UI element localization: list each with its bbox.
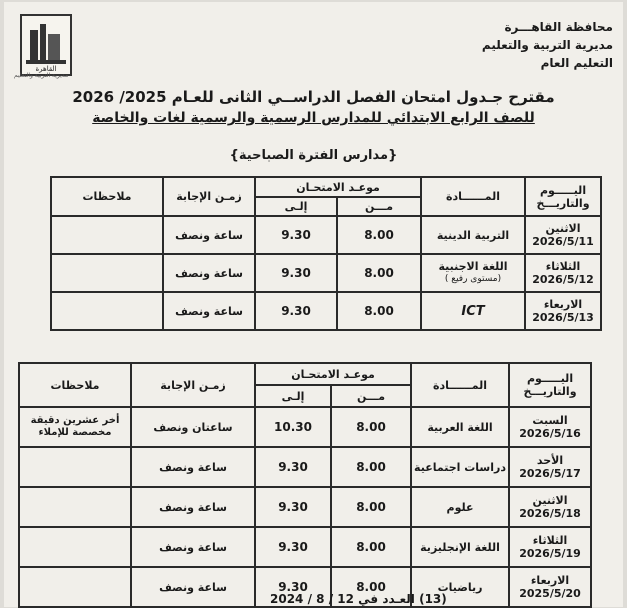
header-subject: المــــــادة (421, 177, 525, 216)
exam-notes (51, 292, 163, 330)
exam-subject: ICT (421, 292, 525, 330)
exam-from: 8.00 (331, 567, 411, 607)
exam-from: 8.00 (337, 254, 421, 292)
exam-duration: ساعة ونصف (131, 527, 255, 567)
header-to: إلـى (255, 197, 337, 216)
header-duration: زمـن الإجابة (131, 363, 255, 407)
exam-to: 9.30 (255, 527, 331, 567)
exam-day: الاثنين (545, 222, 581, 235)
exam-date: 2026/5/19 (519, 547, 581, 560)
exam-from: 8.00 (331, 447, 411, 487)
footer-reference: (13) العـدد في 12 / 8 / 2024 (270, 592, 447, 606)
exam-from: 8.00 (331, 487, 411, 527)
header-day-date: اليـــــوم والتاريـــخ (525, 177, 601, 216)
exam-day: الاربعاء (543, 298, 583, 311)
exam-to: 9.30 (255, 447, 331, 487)
morning-exam-table-2 (18, 362, 592, 608)
exam-from: 8.00 (331, 407, 411, 447)
exam-duration: ساعة ونصف (131, 447, 255, 487)
exam-from: 8.00 (331, 527, 411, 567)
logo-text: القاهرة (35, 65, 57, 73)
exam-from: 8.00 (337, 216, 421, 254)
exam-date: 2026/5/11 (532, 235, 594, 248)
exam-date: 2025/5/20 (519, 587, 581, 600)
exam-subject: دراسات اجتماعية (411, 447, 509, 487)
exam-subject: اللغة العربية (411, 407, 509, 447)
header-notes: ملاحظات (51, 177, 163, 216)
exam-subject: التربية الدينية (421, 216, 525, 254)
department-label: التعليم العام (540, 56, 613, 70)
exam-date: 2026/5/16 (519, 427, 581, 440)
exam-day: الثلاثاء (545, 260, 581, 273)
exam-notes (19, 527, 131, 567)
header-to: إلـى (255, 385, 331, 407)
table-row (51, 254, 601, 292)
exam-to: 9.30 (255, 292, 337, 330)
exam-duration: ساعة ونصف (163, 292, 255, 330)
table-row (51, 292, 601, 330)
page-subtitle: للصف الرابع الابتدائي للمدارس الرسمية والرسمية لغات والخاصة (92, 110, 535, 126)
header-from: مـــن (331, 385, 411, 407)
exam-day: الثلاثاء (532, 534, 568, 547)
exam-to: 9.30 (255, 254, 337, 292)
exam-duration: ساعة ونصف (131, 567, 255, 607)
header-subject: المــــــادة (411, 363, 509, 407)
table-row (51, 216, 601, 254)
exam-subject: اللغة الاجنبية (438, 260, 508, 273)
exam-notes: أخر عشرين دقيقة مخصصة للإملاء (19, 407, 131, 447)
table-row (19, 487, 591, 527)
header-notes: ملاحظات (19, 363, 131, 407)
exam-from: 8.00 (337, 292, 421, 330)
header-day-date: اليـــــوم والتاريـــخ (509, 363, 591, 407)
exam-notes (51, 216, 163, 254)
exam-date: 2026/5/13 (532, 311, 594, 324)
directorate-label: مديرية التربية والتعليم (481, 38, 613, 52)
exam-subject-level: (مستوى رفيع ) (444, 274, 502, 284)
governorate-label: محافظة القاهـــرة (504, 20, 613, 34)
exam-day: الأحد (536, 454, 564, 467)
logo-caption: مديرية التربية والتعليم (14, 72, 69, 79)
exam-day: الاثنين (532, 494, 568, 507)
exam-to: 9.30 (255, 487, 331, 527)
table-row (19, 447, 591, 487)
exam-notes (19, 567, 131, 607)
exam-to: 10.30 (255, 407, 331, 447)
morning-exam-table-1 (50, 176, 602, 331)
exam-date: 2026/5/17 (519, 467, 581, 480)
header-schedule: موعـد الامتحـان (255, 363, 411, 385)
exam-day: السبت (532, 414, 568, 427)
directorate-logo (20, 14, 72, 76)
exam-notes (19, 487, 131, 527)
table-row (19, 407, 591, 447)
exam-to: 9.30 (255, 216, 337, 254)
exam-notes (19, 447, 131, 487)
exam-duration: ساعة ونصف (163, 254, 255, 292)
exam-to: 9.30 (255, 567, 331, 607)
exam-day: الاربعاء (530, 574, 570, 587)
header-duration: زمـن الإجابة (163, 177, 255, 216)
exam-duration: ساعة ونصف (131, 487, 255, 527)
exam-duration: ساعتان ونصف (131, 407, 255, 447)
header-schedule: موعـد الامتحـان (255, 177, 421, 197)
exam-date: 2026/5/18 (519, 507, 581, 520)
exam-subject: علوم (411, 487, 509, 527)
exam-subject: رياضيات (411, 567, 509, 607)
table-row (19, 527, 591, 567)
exam-duration: ساعة ونصف (163, 216, 255, 254)
shift-label: {مدارس الفترة الصباحية} (229, 148, 398, 163)
exam-subject: اللغة الإنجليزية (411, 527, 509, 567)
page-title: مقترح جـدول امتحان الفصل الدراســي الثانى للعـام 2025/ 2026 (72, 88, 555, 106)
exam-notes (51, 254, 163, 292)
header-from: مـــن (337, 197, 421, 216)
exam-date: 2026/5/12 (532, 273, 594, 286)
